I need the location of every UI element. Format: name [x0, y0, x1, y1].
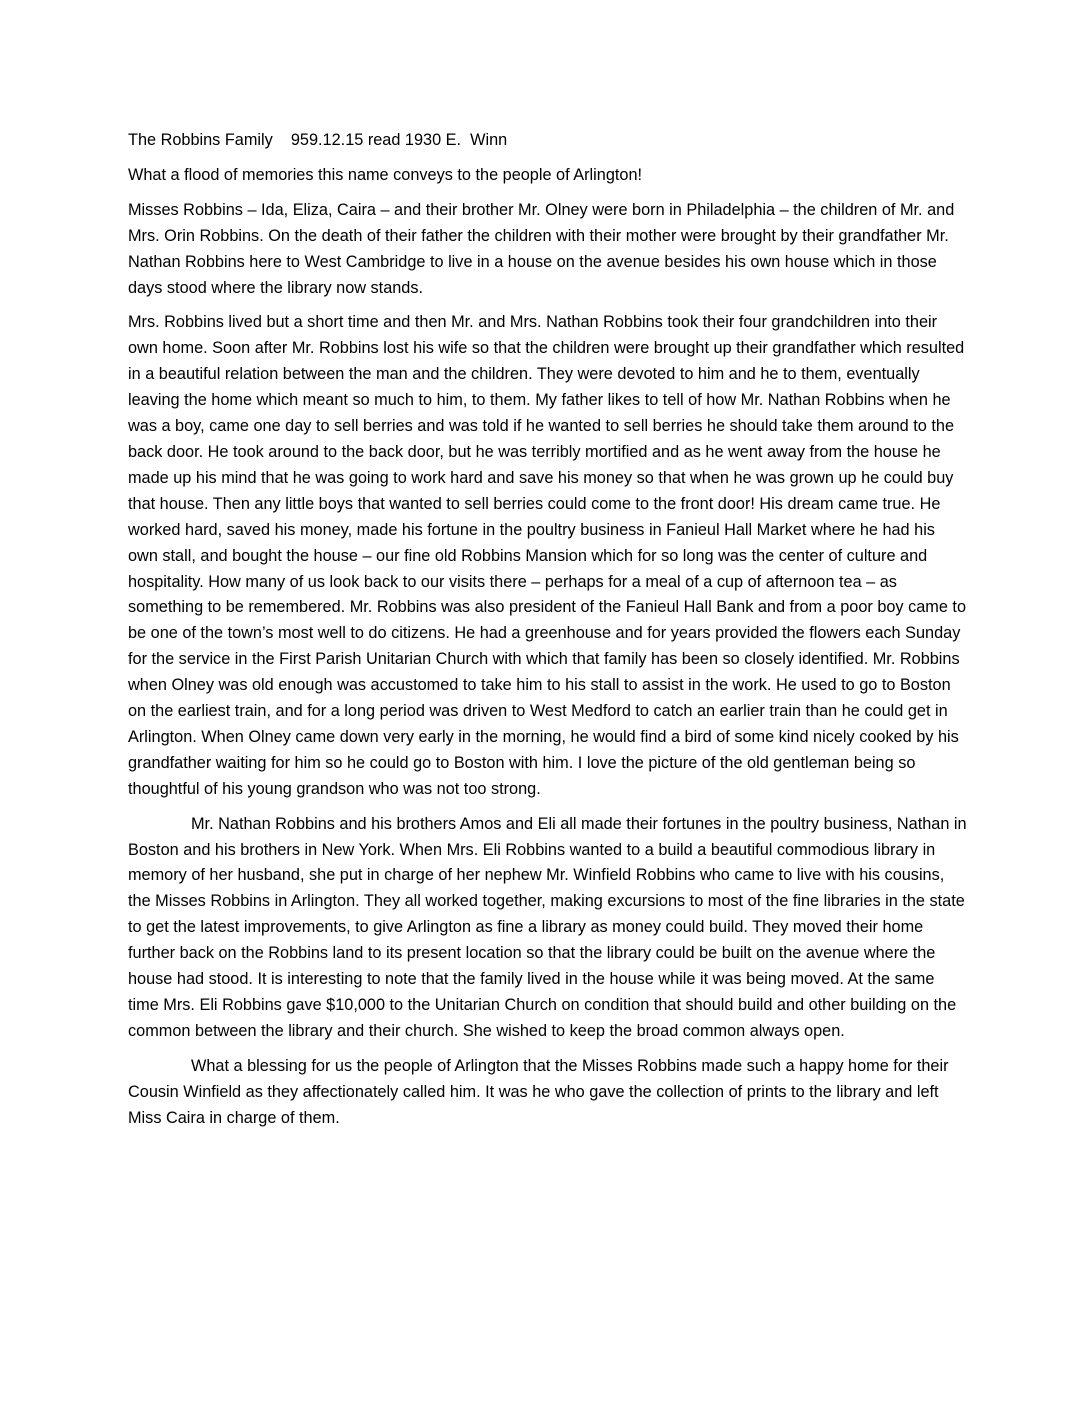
paragraph-library: Mr. Nathan Robbins and his brothers Amos and Eli all made their fortunes in the poultry business, Nathan in Boston and his brothers in New York. When Mrs. Eli Robbins wanted to a build a beautiful commodious library in memory of her husband, she put in charge of her nephew Mr. Winfield Robbins who came to live with his cousins, the Misses Robbins in Arlington. They all worked together, making excursions to most of the fine libraries in the state to get the latest improvements, to give Arlington as fine a library as money could build. They moved their home further back on the Robbins land to its present location so that the library could be built on the avenue where the house had stood. It is interesting to note that the family lived in the house while it was being moved. At the same time Mrs. Eli Robbins gave $10,000 to the Unitarian Church on condition that should build and other building on the common between the library and their church. She wished to keep the broad common always open. — [128, 814, 967, 1040]
paragraph-family-origin: Misses Robbins – Ida, Eliza, Caira – and their brother Mr. Olney were born in Philadelphia – the children of Mr. and Mrs. Orin Robbins. On the death of their father the children with their mother were brought by their grandfather Mr. Nathan Robbins here to West Cambridge to live in a house on the avenue besides his own house which in those days stood where the library now stands. — [128, 200, 955, 297]
document-title: The Robbins Family 959.12.15 read 1930 E. Winn — [128, 131, 508, 149]
paragraph-cousin-winfield: What a blessing for us the people of Arlington that the Misses Robbins made such a happy home for their Cousin Winfield as they affectionately called him. It was he who gave the collection of prints to the library and left Miss Caira in charge of them. — [128, 1056, 949, 1127]
paragraph-grandfather: Mrs. Robbins lived but a short time and then Mr. and Mrs. Nathan Robbins took their four grandchildren into their own home. Soon after Mr. Robbins lost his wife so that the children were brought up their grandfather which resulted in a beautiful relation between the man and the children. They were devoted to him and he to them, eventually leaving the home which meant so much to him, to them. My father likes to tell of how Mr. Nathan Robbins when he was a boy, came one day to sell berries and was told if he wanted to sell berries he should take them around to the back door. He took around to the back door, but he was terribly mortified and as he went away from the house he made up his mind that he was going to work hard and save his money so that when he was grown up he could buy that house. Then any little boys that wanted to sell berries could come to the front door! His dream came true. He worked hard, saved his money, made his fortune in the poultry business in Fanieul Hall Market where he had his own stall, and bought the house – our fine old Robbins Mansion which for so long was the center of culture and hospitality. How many of us look back to our visits there – perhaps for a meal of a cup of afternoon tea – as something to be remembered. Mr. Robbins was also president of the Fanieul Hall Bank and from a poor boy came to be one of the town’s most well to do citizens. He had a greenhouse and for years provided the flowers each Sunday for the service in the First Parish Unitarian Church with which that family has been so closely identified. Mr. Robbins when Olney was old enough was accustomed to take him to his stall to assist in the work. He used to go to Boston on the earliest train, and for a long period was driven to West Medford to catch an earlier train than he could get in Arlington. When Olney came down very early in the morning, he would find a bird of some kind nicely cooked by his grandfather waiting for him so he could go to Boston with him. I love the picture of the old gentleman being so thoughtful of his young grandson who was not too strong. — [128, 313, 967, 798]
paragraph-intro: What a flood of memories this name conveys to the people of Arlington! — [128, 165, 643, 184]
